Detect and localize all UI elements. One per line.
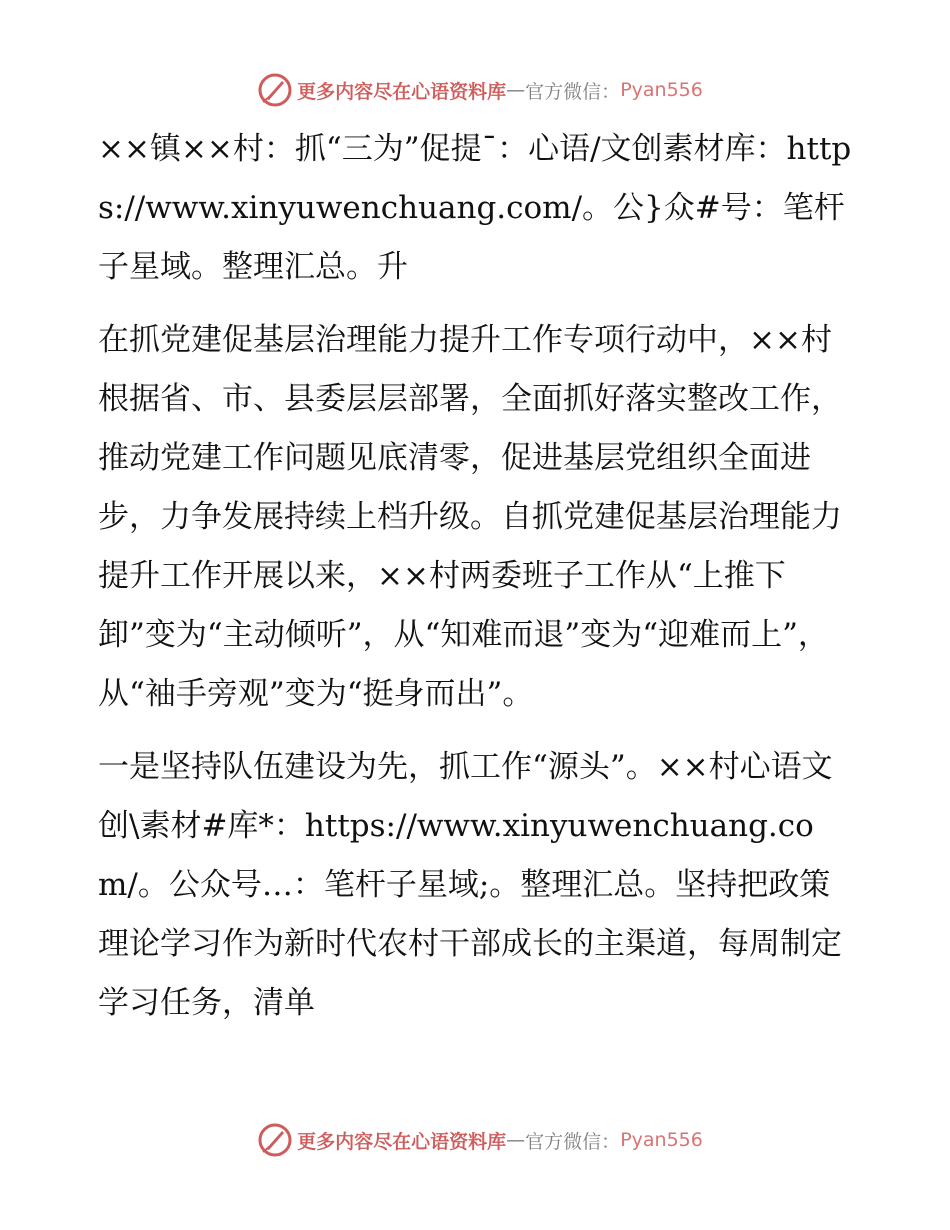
banner-dash: — [506, 1129, 526, 1151]
banner-main-text: 更多内容尽在心语资料库 [297, 1130, 507, 1153]
footer-watermark-banner [0, 1120, 950, 1160]
paragraph-title: ××镇××村：抓“三为”促提¯：心语/文创素材库：https://www.xinyuwenchuang.com/。公}众#号：笔杆子星域。整理汇总。升 [98, 131, 852, 285]
paragraph-intro: 在抓党建促基层治理能力提升工作专项行动中，××村根据省、市、县委层层部署，全面抓好落实整改工作，推动党建工作问题见底清零，促进基层党组织全面进步，力争发展持续上档升级。自抓党建促基层治理能力提升工作开展以来，××村两委班子工作从“上推下卸”变为“主动倾听”，从“知难而退”变为“迎难而上”，从“袖手旁观”变为“挺身而出”。 [98, 322, 842, 712]
banner-sub-text: 官方微信： [525, 1130, 621, 1153]
quill-logo-icon [257, 1122, 293, 1158]
quill-logo-icon [257, 72, 293, 108]
header-watermark-banner [0, 70, 950, 110]
banner-dash: — [506, 79, 526, 101]
banner-sub-text: 官方微信： [525, 80, 621, 103]
banner-main-text: 更多内容尽在心语资料库 [297, 80, 507, 103]
document-body [98, 120, 858, 1033]
paragraph-point-one: 一是坚持队伍建设为先，抓工作“源头”。××村心语文创\素材#库*：https://www.xinyuwenchuang.com/。公众号…：笔杆子星域;。整理汇总。坚持把政策理论学习作为新时代农村干部成长的主渠道，每周制定学习任务，清单 [98, 749, 842, 1021]
banner-handle: Pyan556 [620, 79, 703, 101]
banner-handle: Pyan556 [620, 1129, 703, 1151]
